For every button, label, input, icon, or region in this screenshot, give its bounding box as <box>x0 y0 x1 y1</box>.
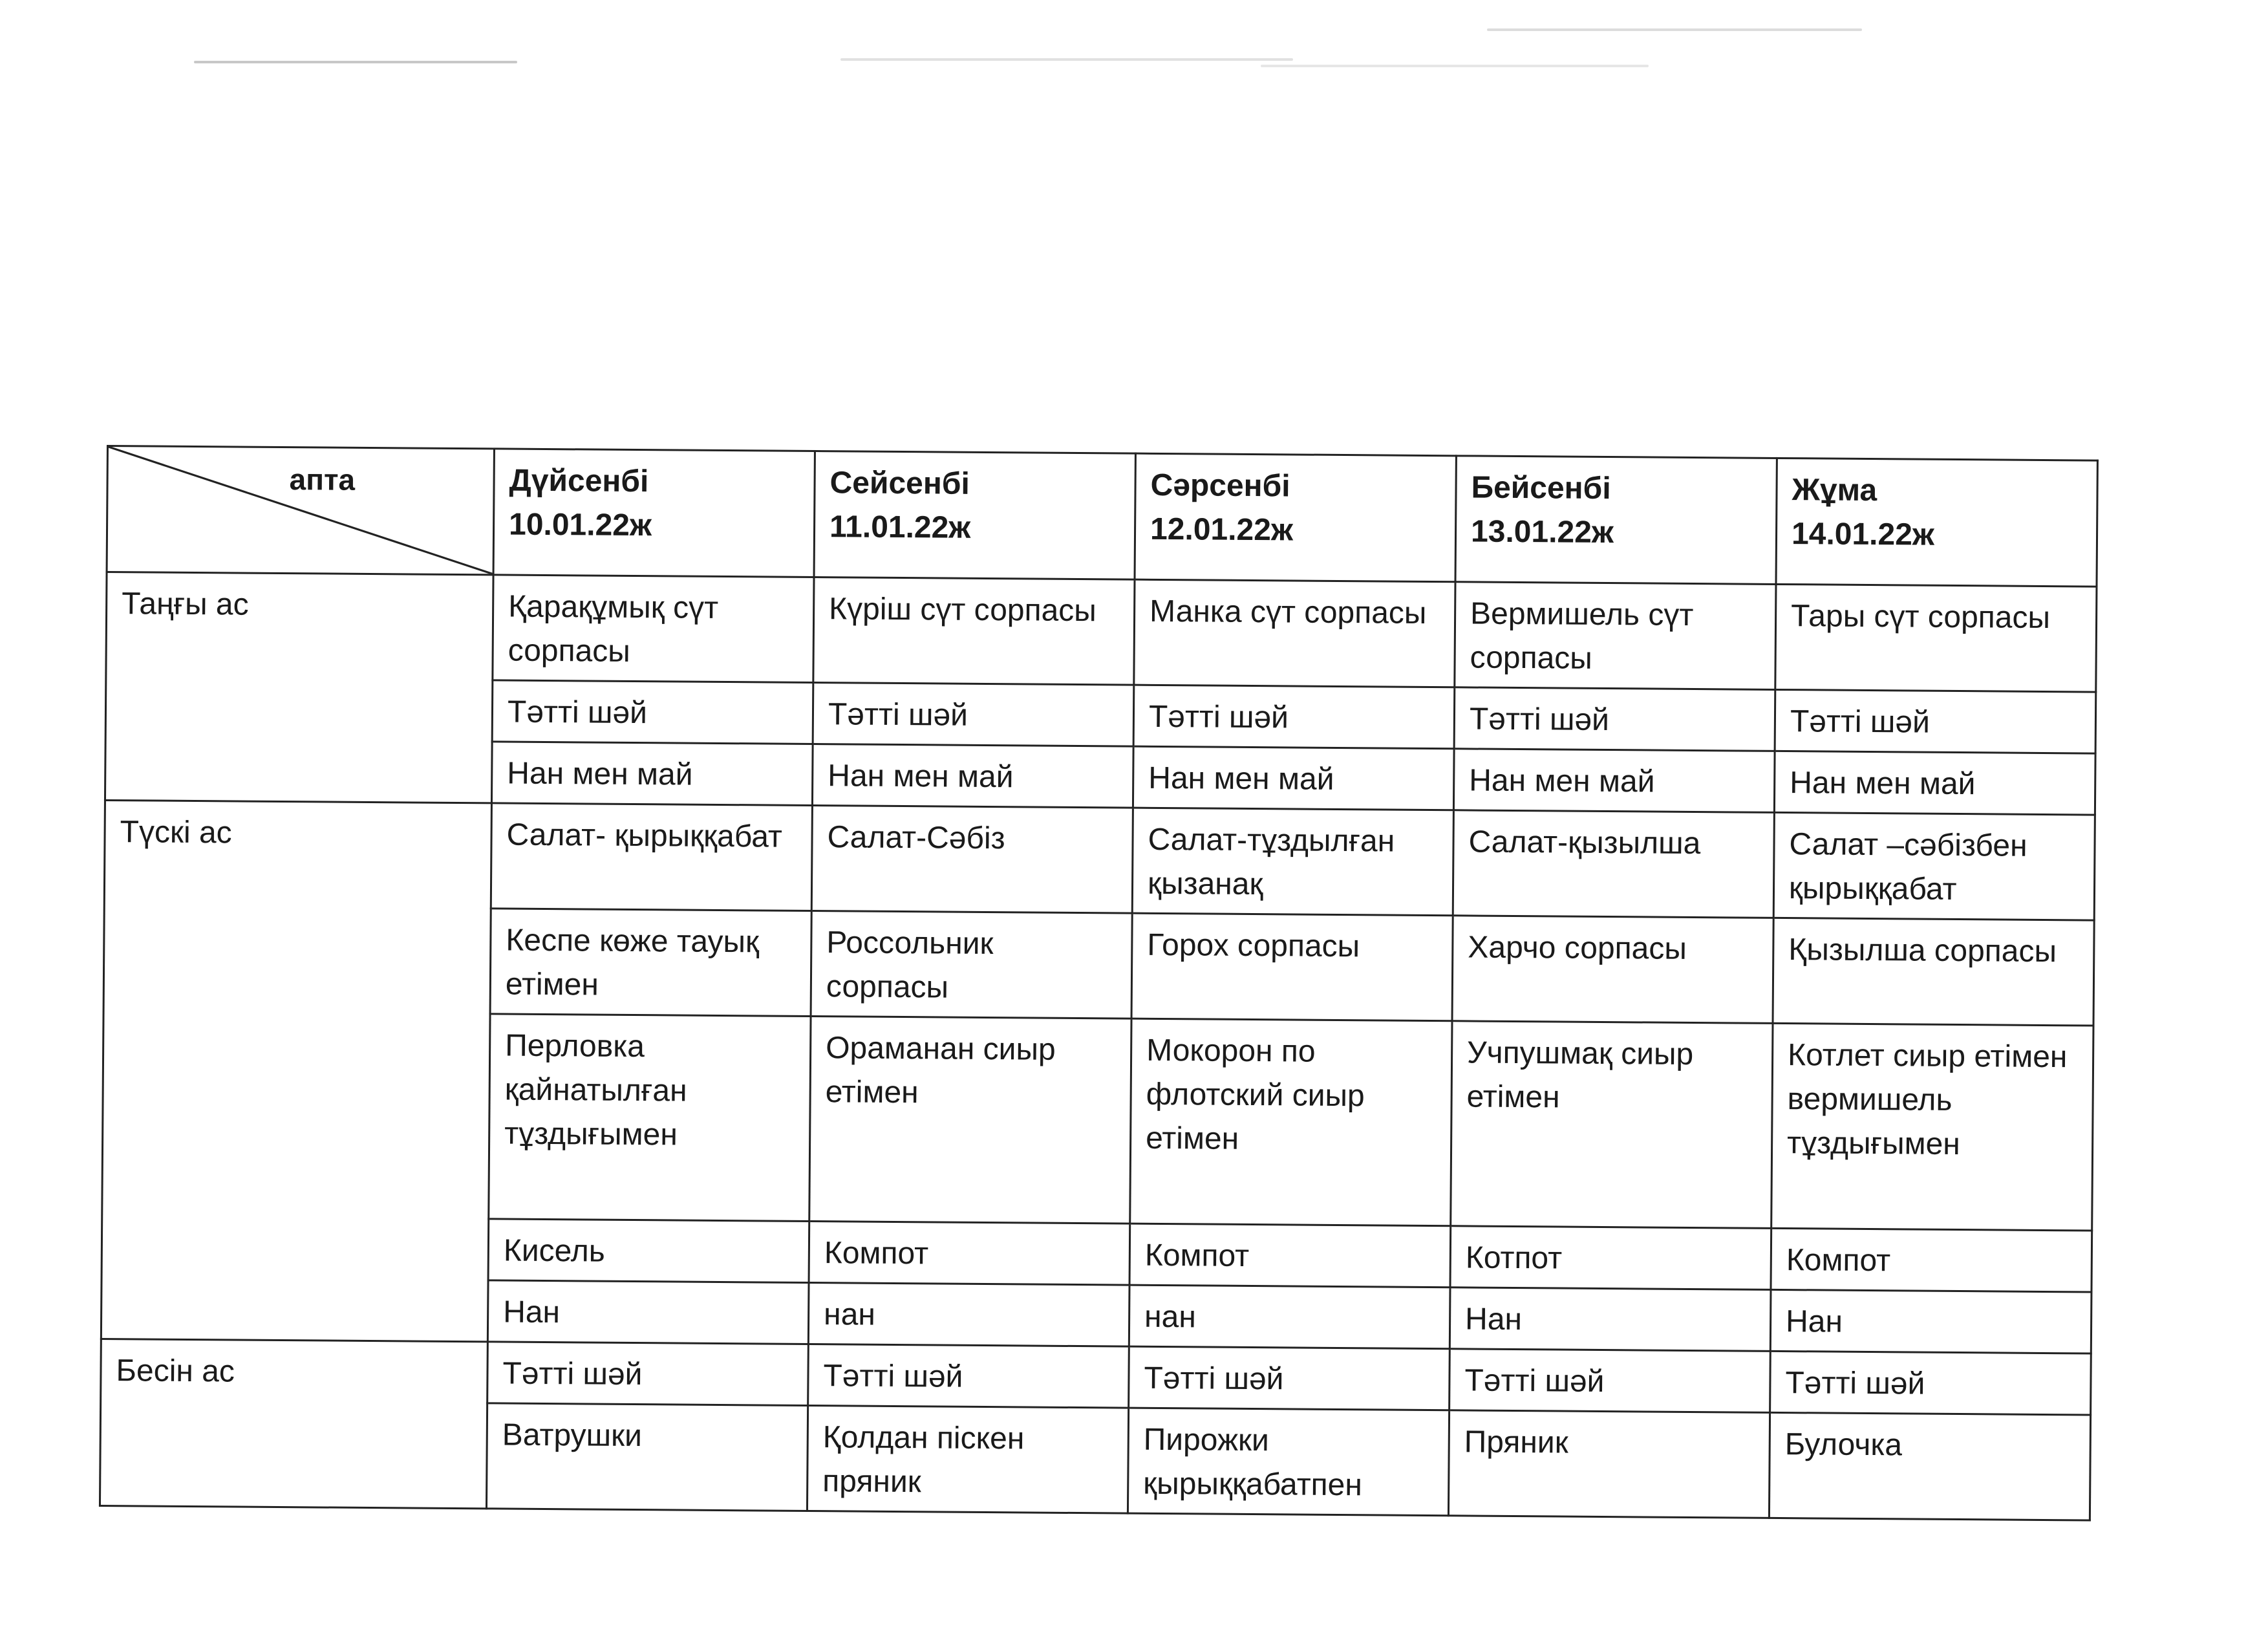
menu-cell: Нан мен май <box>1133 746 1454 810</box>
menu-cell: Тәтті шәй <box>1770 1351 2091 1415</box>
lunch-row-1 <box>104 800 2095 920</box>
day-header-monday <box>493 449 815 577</box>
meal-label-lunch: Түскі ас <box>101 800 491 1341</box>
menu-cell: Күріш сүт сорпасы <box>813 577 1135 685</box>
meal-label-snack: Бесін ас <box>100 1339 487 1508</box>
menu-cell: Салат –сәбізбен қырыққабат <box>1773 812 2095 920</box>
menu-cell: Мокорон по флотский сиыр етімен <box>1130 1018 1452 1226</box>
menu-cell: Тәтті шәй <box>1454 687 1775 751</box>
menu-cell: Тәтті шәй <box>1450 1349 1771 1413</box>
menu-cell: Салат- қырыққабат <box>491 803 812 911</box>
day-header-friday <box>1776 458 2097 587</box>
day-header-thursday <box>1455 456 1777 585</box>
menu-cell: Котпот <box>1450 1226 1771 1290</box>
menu-cell: Нан <box>1450 1288 1771 1352</box>
menu-cell: Манка сүт сорпасы <box>1134 579 1455 687</box>
menu-cell: нан <box>808 1282 1129 1346</box>
meal-label-breakfast: Таңғы ас <box>105 572 493 803</box>
menu-cell: Булочка <box>1769 1412 2090 1520</box>
breakfast-row-1 <box>106 572 2097 693</box>
day-date: 10.01.22ж <box>508 507 652 543</box>
day-date: 14.01.22ж <box>1791 517 1935 552</box>
menu-cell: Салат-Сәбіз <box>811 806 1133 914</box>
scan-artifact-4 <box>1261 65 1649 67</box>
menu-cell: Горох сорпасы <box>1131 913 1453 1021</box>
menu-cell: Компот <box>1129 1223 1451 1288</box>
menu-cell: Россольник сорпасы <box>811 911 1132 1019</box>
menu-cell: Тары сүт сорпасы <box>1775 584 2097 692</box>
corner-cell <box>107 446 494 575</box>
day-date: 13.01.22ж <box>1470 514 1614 550</box>
menu-cell: Қызылша сорпасы <box>1773 918 2094 1026</box>
day-date: 12.01.22ж <box>1150 512 1294 548</box>
menu-cell: Тәтті шәй <box>487 1342 809 1406</box>
menu-cell: Ораманан сиыр етімен <box>809 1017 1131 1224</box>
menu-cell: Нан <box>1770 1289 2091 1353</box>
menu-cell: Компот <box>1771 1228 2092 1292</box>
menu-cell: Салат-қызылша <box>1453 810 1774 918</box>
day-name: Жұма <box>1792 473 1878 508</box>
weekly-menu-table-wrapper <box>99 445 2098 1522</box>
menu-cell: Пирожки қырыққабатпен <box>1128 1408 1449 1516</box>
menu-cell: Қолдан піскен пряник <box>807 1405 1128 1513</box>
header-row <box>107 446 2097 587</box>
menu-cell: Нан мен май <box>1453 749 1775 813</box>
day-header-tuesday <box>814 451 1135 580</box>
menu-cell: Салат-тұздылған қызанақ <box>1132 808 1453 916</box>
menu-cell: Қарақұмық сүт сорпасы <box>493 575 814 683</box>
menu-cell: Пряник <box>1448 1410 1770 1518</box>
day-name: Сейсенбі <box>829 466 970 501</box>
scan-artifact-3 <box>1487 28 1862 31</box>
menu-cell: Тәтті шәй <box>1129 1346 1450 1410</box>
menu-cell: Харчо сорпасы <box>1452 916 1773 1024</box>
menu-cell: Тәтті шәй <box>1775 689 2096 753</box>
menu-cell: Тәтті шәй <box>492 680 813 744</box>
menu-cell: Котлет сиыр етімен вермишель тұздығымен <box>1771 1023 2093 1231</box>
menu-cell: Ватрушки <box>486 1403 808 1511</box>
day-name: Бейсенбі <box>1471 470 1611 506</box>
menu-cell: Тәтті шәй <box>808 1344 1129 1408</box>
menu-cell: Кеспе көже тауық етімен <box>490 909 811 1017</box>
menu-cell: Тәтті шәй <box>1133 685 1455 749</box>
menu-cell: Нан <box>487 1280 809 1344</box>
scan-artifact-2 <box>840 58 1293 61</box>
menu-cell: Перловка қайнатылған тұздығымен <box>489 1014 811 1222</box>
scan-artifact-1 <box>194 61 517 63</box>
week-label: апта <box>289 462 356 497</box>
weekly-menu-table <box>99 445 2099 1522</box>
menu-cell: Нан мен май <box>491 742 813 806</box>
menu-cell: Нан мен май <box>812 744 1133 808</box>
day-header-wednesday <box>1135 453 1456 582</box>
menu-cell: нан <box>1129 1285 1450 1349</box>
menu-cell: Компот <box>809 1221 1130 1285</box>
day-name: Дүйсенбі <box>509 463 649 499</box>
menu-cell: Кисель <box>488 1219 809 1283</box>
menu-cell: Вермишель сүт сорпасы <box>1455 582 1776 690</box>
menu-cell: Тәтті шәй <box>813 683 1134 747</box>
menu-cell: Нан мен май <box>1774 751 2095 815</box>
day-date: 11.01.22ж <box>829 510 971 545</box>
day-name: Сәрсенбі <box>1150 468 1290 504</box>
menu-cell: Учпушмақ сиыр етімен <box>1451 1021 1773 1229</box>
